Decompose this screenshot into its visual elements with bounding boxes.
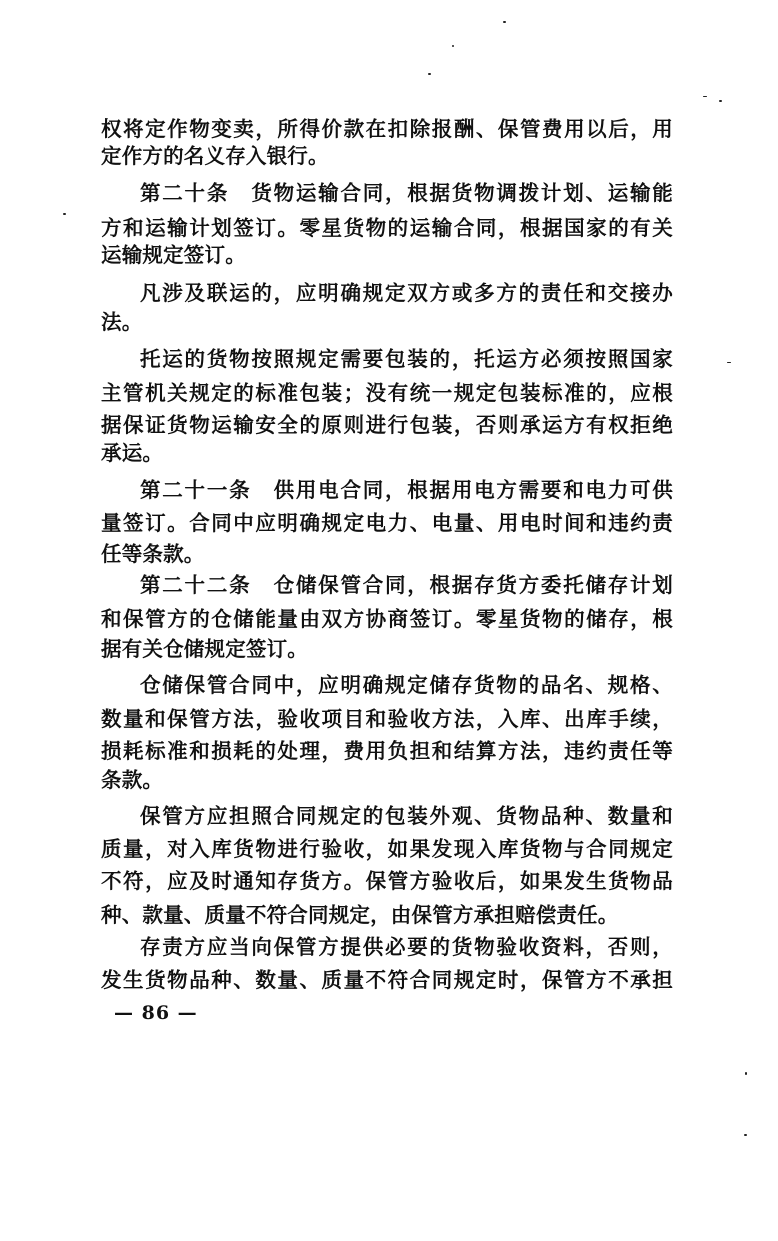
scan-speck xyxy=(744,1134,747,1136)
text-line: 法。 xyxy=(101,310,143,334)
text-line: 保管方应担照合同规定的包装外观、货物品种、数量和 xyxy=(140,804,673,828)
text-line: 质量，对入库货物进行验收，如果发现入库货物与合同规定 xyxy=(101,837,673,861)
article-20-heading-line: 第二十条 货物运输合同，根据货物调拨计划、运输能 xyxy=(140,181,673,205)
text-line: 仓储保管合同中，应明确规定储存货物的品名、规格、 xyxy=(140,673,673,697)
text-line: 运输规定签订。 xyxy=(101,243,246,267)
text-line: 和保管方的仓储能量由双方协商签订。零星货物的储存，根 xyxy=(101,607,673,631)
text-line: 条款。 xyxy=(101,768,164,792)
text-line: 不符，应及时通知存货方。保管方验收后，如果发生货物品 xyxy=(101,869,673,893)
text-line: 方和运输计划签订。零星货物的运输合同，根据国家的有关 xyxy=(101,216,673,240)
text-line: 承运。 xyxy=(101,441,164,465)
text-line: 种、款量、质量不符合同规定，由保管方承担赔偿责任。 xyxy=(101,903,619,927)
scan-speck xyxy=(63,213,66,215)
text-line: 凡涉及联运的，应明确规定双方或多方的责任和交接办 xyxy=(140,281,673,305)
scan-speck xyxy=(428,73,431,75)
article-21-heading-line: 第二十一条 供用电合同，根据用电方需要和电力可供 xyxy=(140,478,673,502)
text-line: 存责方应当向保管方提供必要的货物验收资料，否则， xyxy=(140,935,673,959)
text-line: 定作方的名义存入银行。 xyxy=(101,144,329,168)
text-line: 托运的货物按照规定需要包装的，托运方必须按照国家 xyxy=(140,347,673,371)
text-line: 任等条款。 xyxy=(101,542,205,566)
article-22-heading-line: 第二十二条 仓储保管合同，根据存货方委托储存计划 xyxy=(140,573,673,597)
scan-speck xyxy=(452,45,454,47)
text-line: 损耗标准和损耗的处理，费用负担和结算方法，违约责任等 xyxy=(101,739,673,763)
scan-speck xyxy=(719,100,722,102)
text-line: 数量和保管方法，验收项目和验收方法，入库、出库手续， xyxy=(101,707,673,731)
scan-speck xyxy=(703,96,707,97)
text-line: 主管机关规定的标准包装；没有统一规定包装标准的，应根 xyxy=(101,381,673,405)
text-line: 权将定作物变卖，所得价款在扣除报酬、保管费用以后，用 xyxy=(101,117,673,141)
scan-speck xyxy=(727,362,731,363)
scan-speck xyxy=(745,1072,747,1075)
page-number: — 86 — xyxy=(114,1002,198,1024)
text-line: 量签订。合同中应明确规定电力、电量、用电时间和违约责 xyxy=(101,511,673,535)
text-line: 据有关仓储规定签订。 xyxy=(101,637,308,661)
text-line: 据保证货物运输安全的原则进行包装，否则承运方有权拒绝 xyxy=(101,413,673,437)
scan-speck xyxy=(503,21,506,23)
text-line: 发生货物品种、数量、质量不符合同规定时，保管方不承担 xyxy=(101,968,673,992)
